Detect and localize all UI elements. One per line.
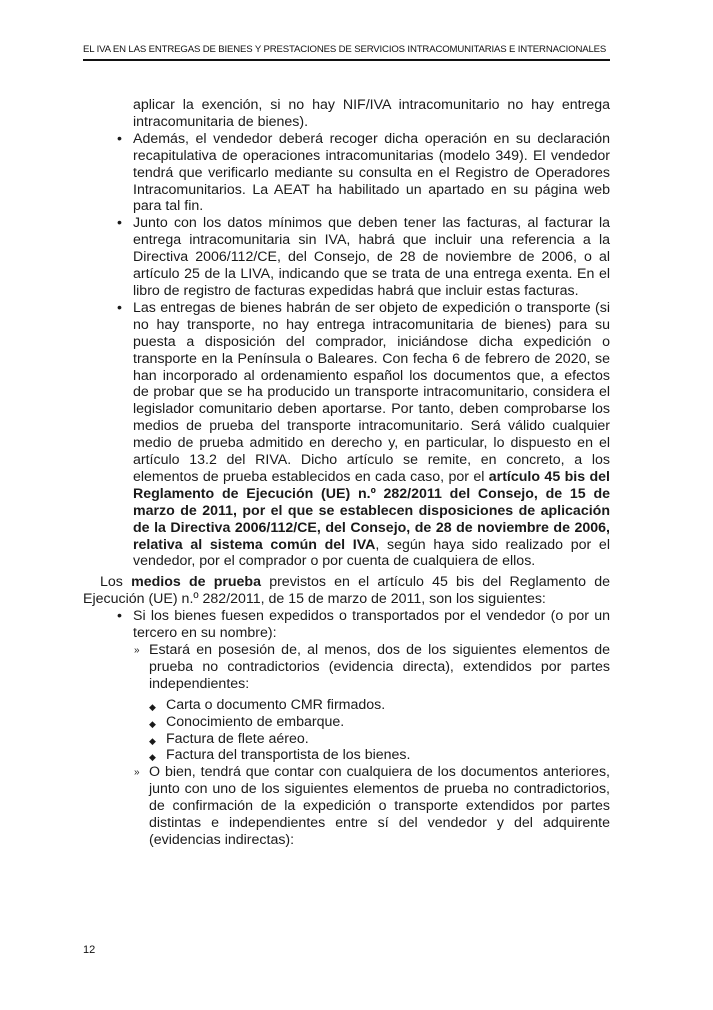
- diamond-icon: ◆: [149, 718, 156, 729]
- bullet-text: Además, el vendedor deberá recoger dicha operación en su declaración recapitulativa de operaciones intracomunitarias (modelo 349). El vendedor tendrá que verificarlo mediante su consulta en el Registro de Operadores Intracomunitarios. La AEAT ha habilitado un apartado en su página web para tal fin.: [133, 130, 610, 215]
- bullet-text: Junto con los datos mínimos que deben tener las facturas, al facturar la entrega intracomunitaria sin IVA, habrá que incluir una referencia a la Directiva 2006/112/CE, del Consejo, de 28 de noviembre de 2006, o al artículo 25 de la LIVA, indicando que se trata de una entrega exenta. En el libro de registro de facturas expedidas habrá que incluir estas facturas.: [133, 215, 610, 299]
- list-item: [83, 714, 610, 731]
- bold-regulation-reference: artículo 45 bis del Reglamento de Ejecución (UE) n.º 282/2011 del Consejo, de 15 de marzo de 2011, por el que se establecen disposiciones de aplicación de la Directiva 2006/112/CE, del Consejo, de 28 de noviembre de 2006, relativa al sistema común del IVA: [133, 468, 610, 553]
- running-header: EL IVA EN LAS ENTREGAS DE BIENES Y PRESTACIONES DE SERVICIOS INTRACOMUNITARIAS E INTERNACIONALES: [83, 44, 607, 55]
- list-item-text: Carta o documento CMR firmados.: [166, 696, 386, 713]
- guillemet-icon: »: [134, 645, 140, 656]
- header-rule: [83, 59, 610, 61]
- continuation-text: aplicar la exención, si no hay NIF/IVA intracomunitario no hay entrega intracomunitaria de bienes).: [133, 97, 610, 130]
- medios-de-prueba-paragraph: [83, 574, 610, 608]
- bullet-item-vendedor: [83, 608, 610, 642]
- sub-item-evidencia-indirecta: [83, 764, 610, 849]
- bold-medios-de-prueba: medios de prueba: [131, 574, 261, 591]
- bullet-text-end: , según haya sido realizado por el vendedor, por el comprador o por cuenta de cualquiera de ellos.: [133, 536, 610, 570]
- list-item-text: Factura de flete aéreo.: [166, 730, 309, 747]
- bullet-icon: •: [117, 130, 122, 147]
- sub-item-text: Estará en posesión de, al menos, dos de los siguientes elementos de prueba no contradictorios (evidencia directa), extendidos por partes independientes:: [149, 642, 610, 692]
- list-item: [83, 747, 610, 764]
- list-item-text: Conocimiento de embarque.: [166, 713, 345, 730]
- sub-item-evidencia-directa: [83, 642, 610, 693]
- diamond-icon: ◆: [149, 752, 156, 763]
- diamond-icon: ◆: [149, 701, 156, 712]
- bullet-item-transporte: [83, 300, 610, 571]
- bullet-text: Si los bienes fuesen expedidos o transportados por el vendedor (o por un tercero en su nombre):: [133, 608, 610, 642]
- bullet-item-modelo-349: [83, 131, 610, 216]
- diamond-icon: ◆: [149, 735, 156, 746]
- page-number: 12: [83, 944, 96, 956]
- list-item: [83, 731, 610, 748]
- bullet-icon: •: [117, 215, 122, 232]
- evidence-list: [83, 697, 610, 765]
- bullet-icon: •: [117, 299, 122, 316]
- body-text: [83, 97, 610, 849]
- paragraph-text: Los: [100, 574, 132, 591]
- guillemet-icon: »: [134, 767, 140, 779]
- sub-item-text: O bien, tendrá que contar con cualquiera de los documentos anteriores, junto con uno de los siguientes elementos de prueba no contradictorios, de confirmación de la expedición o transporte extendidos por partes distintas e independientes entre sí del vendedor y del adquirente (evidencias indirectas):: [149, 764, 610, 848]
- list-item: [83, 697, 610, 714]
- bullet-text: Las entregas de bienes habrán de ser objeto de expedición o transporte (si no hay transporte, no hay entrega intracomunitaria de bienes) para su puesta a disposición del comprador, iniciándose dicha expedición o transporte en la Península o Baleares. Con fecha 6 de febrero de 2020, se han incorporado al ordenamiento español los documentos que, a efectos de probar que se ha producido un transporte intracomunitario, considera el legislador comunitario deben aportarse. Por tanto, deben comprobarse los medios de prueba del transporte intracomunitario. Será válido cualquier medio de prueba admitido en derecho y, en particular, lo dispuesto en el artículo 13.2 del RIVA. Dicho artículo se remite, en concreto, a los elementos de prueba establecidos en cada caso, por el: [133, 299, 610, 485]
- bullet-item-facturas: [83, 215, 610, 300]
- bullet-icon: •: [117, 608, 122, 625]
- paragraph-text-end: previstos en el artículo 45 bis del Reglamento de Ejecución (UE) n.º 282/2011, de 15 de marzo de 2011, son los siguientes:: [83, 574, 610, 608]
- list-item-text: Factura del transportista de los bienes.: [166, 747, 411, 764]
